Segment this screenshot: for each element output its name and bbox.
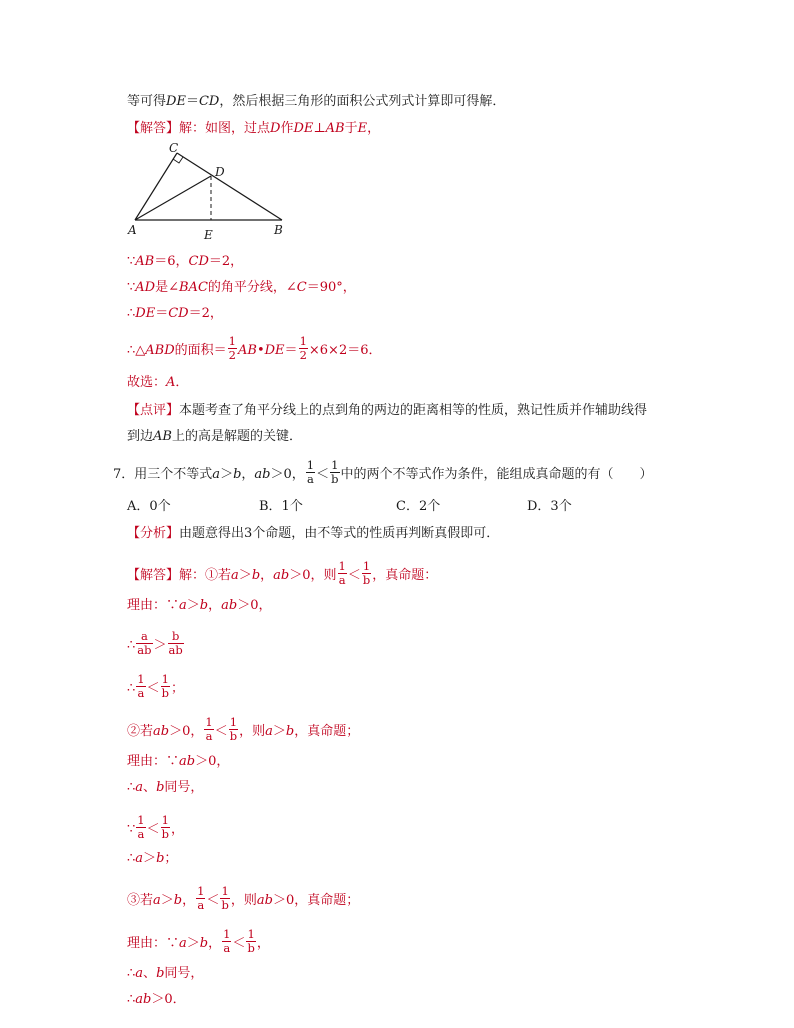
numerator: 1 bbox=[161, 813, 169, 827]
text: ， bbox=[182, 893, 196, 908]
q6-choice bbox=[127, 375, 188, 391]
var: b bbox=[285, 724, 295, 739]
denominator: a bbox=[137, 686, 145, 700]
fraction bbox=[136, 673, 145, 700]
denominator: ab bbox=[137, 643, 152, 657]
text: ＞0， bbox=[270, 467, 305, 482]
numerator: 1 bbox=[228, 334, 236, 348]
text: ， bbox=[208, 936, 222, 951]
text: ， bbox=[260, 568, 274, 583]
text: ，真命题； bbox=[294, 724, 360, 739]
text: ， bbox=[241, 467, 255, 482]
var: ab bbox=[273, 568, 290, 583]
option-c: C．2个 bbox=[396, 499, 441, 514]
text: ∵ bbox=[127, 280, 136, 295]
intro-text: 等可得 bbox=[127, 94, 167, 109]
numerator: 1 bbox=[223, 927, 231, 941]
label-e: E bbox=[204, 228, 213, 242]
text: ， bbox=[367, 121, 381, 136]
label-d: D bbox=[215, 165, 225, 179]
numerator: 1 bbox=[338, 559, 346, 573]
fraction bbox=[246, 928, 255, 955]
label-b: B bbox=[274, 223, 283, 237]
denominator: ab bbox=[168, 643, 183, 657]
var: a bbox=[135, 851, 144, 866]
option-d: D．3个 bbox=[527, 499, 572, 514]
q7-reason-7 bbox=[127, 851, 177, 867]
text: ＝6， bbox=[154, 254, 189, 269]
fraction bbox=[362, 560, 371, 587]
q6-comment-line-1 bbox=[127, 403, 647, 419]
q7-reason-9 bbox=[127, 966, 203, 982]
var: b bbox=[251, 568, 261, 583]
text: ， bbox=[256, 936, 270, 951]
text: 解：如图，过点 bbox=[179, 121, 271, 136]
text: 是∠ bbox=[155, 280, 179, 295]
numerator: b bbox=[168, 630, 184, 644]
numerator: 1 bbox=[205, 715, 213, 729]
text: ＝ bbox=[155, 306, 169, 321]
text: ＝ bbox=[284, 343, 298, 358]
q6-given-1 bbox=[127, 254, 243, 270]
label-c: C bbox=[169, 141, 179, 155]
text: 由题意得出3个命题，由不等式的性质再判断真假即可． bbox=[179, 526, 500, 541]
text: 同号， bbox=[164, 966, 204, 981]
text: ＝2， bbox=[188, 306, 223, 321]
numerator: 1 bbox=[331, 458, 339, 472]
q6-comment-line-2 bbox=[127, 429, 302, 445]
var: DE bbox=[264, 343, 285, 358]
var: a bbox=[135, 780, 144, 795]
var: AD bbox=[135, 280, 156, 295]
segment-ad bbox=[135, 176, 211, 220]
numerator: 1 bbox=[306, 458, 315, 472]
numerator: 1 bbox=[137, 672, 145, 686]
text: 、 bbox=[143, 966, 157, 981]
var: b bbox=[156, 851, 165, 866]
label-a: A bbox=[128, 223, 137, 237]
q7-solution-2 bbox=[127, 715, 360, 745]
text: 故选： bbox=[127, 375, 167, 390]
text: ＞0， bbox=[169, 724, 204, 739]
numerator: a bbox=[136, 630, 152, 644]
fraction bbox=[222, 928, 231, 955]
numerator: 1 bbox=[229, 715, 238, 729]
q7-reason-5 bbox=[127, 780, 203, 796]
numerator: 1 bbox=[299, 334, 307, 348]
text: ×6×2＝6． bbox=[308, 343, 382, 358]
text: 理由：∵ bbox=[127, 598, 180, 613]
text: ＜ bbox=[214, 724, 228, 739]
q7-reason-10 bbox=[127, 992, 186, 1008]
var: a bbox=[179, 598, 187, 613]
text: ③若 bbox=[127, 893, 154, 908]
numerator: 1 bbox=[161, 672, 169, 686]
fraction bbox=[220, 885, 229, 912]
text: ∴ bbox=[127, 992, 136, 1007]
denominator: b bbox=[331, 472, 339, 486]
q7-reason-2 bbox=[127, 629, 185, 659]
text: 的角平分线，∠ bbox=[207, 280, 297, 295]
fraction bbox=[168, 630, 184, 657]
text: ∴ bbox=[127, 681, 136, 696]
fraction bbox=[228, 335, 237, 362]
numerator: 1 bbox=[197, 884, 205, 898]
text: 上的高是解题的关键． bbox=[171, 429, 302, 444]
option-b: B．1个 bbox=[259, 499, 303, 514]
text: ＞0，真命题； bbox=[272, 893, 360, 908]
question-number: 7． bbox=[113, 467, 135, 482]
text: ∴ bbox=[127, 306, 136, 321]
var: CD bbox=[168, 306, 189, 321]
q7-solution-3 bbox=[127, 884, 360, 914]
fraction bbox=[136, 814, 145, 841]
q7-reason-4 bbox=[127, 754, 229, 770]
text: ＞ bbox=[238, 568, 252, 583]
text: ＞ bbox=[143, 851, 157, 866]
denominator: a bbox=[338, 573, 346, 587]
var: ab bbox=[254, 467, 271, 482]
text: 作 bbox=[280, 121, 294, 136]
text: ＞ bbox=[220, 467, 234, 482]
text: ∴ bbox=[127, 966, 136, 981]
var: b bbox=[199, 598, 209, 613]
var: a bbox=[265, 724, 273, 739]
denominator: b bbox=[221, 898, 229, 912]
var: BAC bbox=[179, 280, 208, 295]
numerator: 1 bbox=[137, 813, 145, 827]
text: 解：①若 bbox=[179, 568, 232, 583]
var: ab bbox=[256, 893, 273, 908]
var: C bbox=[296, 280, 307, 295]
numerator: 1 bbox=[362, 559, 371, 573]
text: ⊥ bbox=[313, 121, 326, 136]
text: 于 bbox=[344, 121, 358, 136]
text: • bbox=[256, 343, 265, 358]
var: DE bbox=[135, 306, 156, 321]
q6-step-1 bbox=[127, 306, 223, 322]
text: ＞0． bbox=[151, 992, 186, 1007]
text: 到边 bbox=[127, 429, 154, 444]
q7-reason-8 bbox=[127, 927, 270, 957]
text: ， bbox=[171, 822, 185, 837]
text: ＞ bbox=[272, 724, 286, 739]
var: E bbox=[357, 121, 368, 136]
side-ac bbox=[135, 153, 177, 220]
answer-label: 【解答】 bbox=[127, 568, 180, 583]
var: a bbox=[179, 936, 187, 951]
var: a bbox=[135, 966, 144, 981]
text: ＝2， bbox=[208, 254, 244, 269]
answer-label: 【解答】 bbox=[127, 121, 180, 136]
fraction bbox=[161, 673, 170, 700]
denominator: a bbox=[205, 729, 213, 743]
intro-var: CD bbox=[198, 94, 220, 109]
text: ＜ bbox=[316, 467, 330, 482]
text: ＞0， bbox=[195, 754, 230, 769]
var: b bbox=[156, 966, 165, 981]
intro-text: ＝ bbox=[185, 94, 199, 109]
var: AB bbox=[153, 429, 172, 444]
intro-text: ，然后根据三角形的面积公式列式计算即可得解． bbox=[219, 94, 506, 109]
text: ； bbox=[164, 851, 178, 866]
q7-analysis bbox=[127, 526, 499, 542]
denominator: a bbox=[307, 472, 314, 486]
text: 、 bbox=[143, 780, 157, 795]
fraction bbox=[330, 459, 339, 486]
q7-solution-1 bbox=[127, 559, 438, 589]
text: ，真命题： bbox=[372, 568, 438, 583]
q7-stem bbox=[113, 458, 653, 488]
fraction bbox=[306, 459, 315, 486]
text: ＞ bbox=[186, 598, 200, 613]
q6-answer-header bbox=[127, 121, 380, 137]
q6-given-2 bbox=[127, 280, 356, 296]
var: AB bbox=[238, 343, 257, 358]
var: ab bbox=[135, 992, 152, 1007]
text: ②若 bbox=[127, 724, 154, 739]
var: AB bbox=[325, 121, 345, 136]
denominator: b bbox=[362, 573, 371, 587]
denominator: 2 bbox=[228, 348, 236, 362]
numerator: 1 bbox=[221, 884, 229, 898]
denominator: 2 bbox=[299, 348, 307, 362]
numerator: 1 bbox=[247, 927, 255, 941]
intro-line bbox=[127, 94, 505, 110]
var: ab bbox=[221, 598, 238, 613]
var: DE bbox=[293, 121, 314, 136]
q7-reason-6 bbox=[127, 813, 185, 843]
text: ∴ bbox=[127, 780, 136, 795]
var: ab bbox=[153, 724, 170, 739]
var: A bbox=[166, 375, 176, 390]
text: ． bbox=[175, 375, 189, 390]
text: ＜ bbox=[232, 936, 246, 951]
var: ABD bbox=[145, 343, 175, 358]
analysis-label: 【分析】 bbox=[127, 526, 180, 541]
text: 中的两个不等式作为条件，能组成真命题的有（ ） bbox=[340, 467, 653, 482]
triangle-figure bbox=[122, 140, 297, 245]
text: ， bbox=[208, 598, 222, 613]
text: ＞ bbox=[160, 893, 174, 908]
text: 本题考查了角平分线上的点到角的两边的距离相等的性质，熟记性质并作辅助线得 bbox=[179, 403, 648, 418]
intro-var: DE bbox=[166, 94, 186, 109]
fraction bbox=[161, 814, 170, 841]
text: 理由：∵ bbox=[127, 754, 180, 769]
text: ＞ bbox=[186, 936, 200, 951]
var: ab bbox=[179, 754, 196, 769]
denominator: b bbox=[229, 729, 238, 743]
text: ∴ bbox=[127, 851, 136, 866]
text: ＜ bbox=[347, 568, 361, 583]
var: a bbox=[231, 568, 239, 583]
denominator: a bbox=[223, 941, 231, 955]
fraction bbox=[196, 885, 205, 912]
var: CD bbox=[188, 254, 209, 269]
var: b bbox=[156, 780, 165, 795]
text: 的面积＝ bbox=[174, 343, 227, 358]
comment-label: 【点评】 bbox=[127, 403, 180, 418]
var: b bbox=[173, 893, 183, 908]
text: ＝90°， bbox=[306, 280, 356, 295]
text: ＜ bbox=[206, 893, 220, 908]
text: ∵ bbox=[127, 822, 136, 837]
denominator: a bbox=[197, 898, 205, 912]
denominator: b bbox=[161, 686, 169, 700]
text: ； bbox=[171, 681, 185, 696]
var: b bbox=[233, 467, 242, 482]
denominator: a bbox=[137, 827, 145, 841]
denominator: b bbox=[247, 941, 255, 955]
text: ∴△ bbox=[127, 343, 146, 358]
fraction bbox=[136, 630, 152, 657]
text: ，则 bbox=[230, 893, 257, 908]
q7-reason-1 bbox=[127, 598, 272, 614]
var: a bbox=[212, 467, 221, 482]
text: ∴ bbox=[127, 638, 136, 653]
text: 同号， bbox=[164, 780, 204, 795]
var: a bbox=[153, 893, 161, 908]
denominator: b bbox=[161, 827, 169, 841]
fraction bbox=[338, 560, 347, 587]
text: ＜ bbox=[146, 822, 160, 837]
text: ＞0， bbox=[237, 598, 272, 613]
fraction bbox=[204, 716, 213, 743]
text: 用三个不等式 bbox=[134, 467, 213, 482]
option-a: A．0个 bbox=[127, 499, 171, 514]
var: AB bbox=[135, 254, 155, 269]
text: ＞ bbox=[153, 638, 167, 653]
fraction bbox=[229, 716, 238, 743]
text: ∵ bbox=[127, 254, 136, 269]
var: b bbox=[199, 936, 209, 951]
text: ＞0，则 bbox=[289, 568, 337, 583]
text: ＜ bbox=[146, 681, 160, 696]
q7-reason-3 bbox=[127, 672, 185, 702]
text: 理由：∵ bbox=[127, 936, 180, 951]
text: ，则 bbox=[239, 724, 266, 739]
fraction bbox=[299, 335, 308, 362]
var: D bbox=[270, 121, 281, 136]
q6-step-2 bbox=[127, 334, 382, 364]
